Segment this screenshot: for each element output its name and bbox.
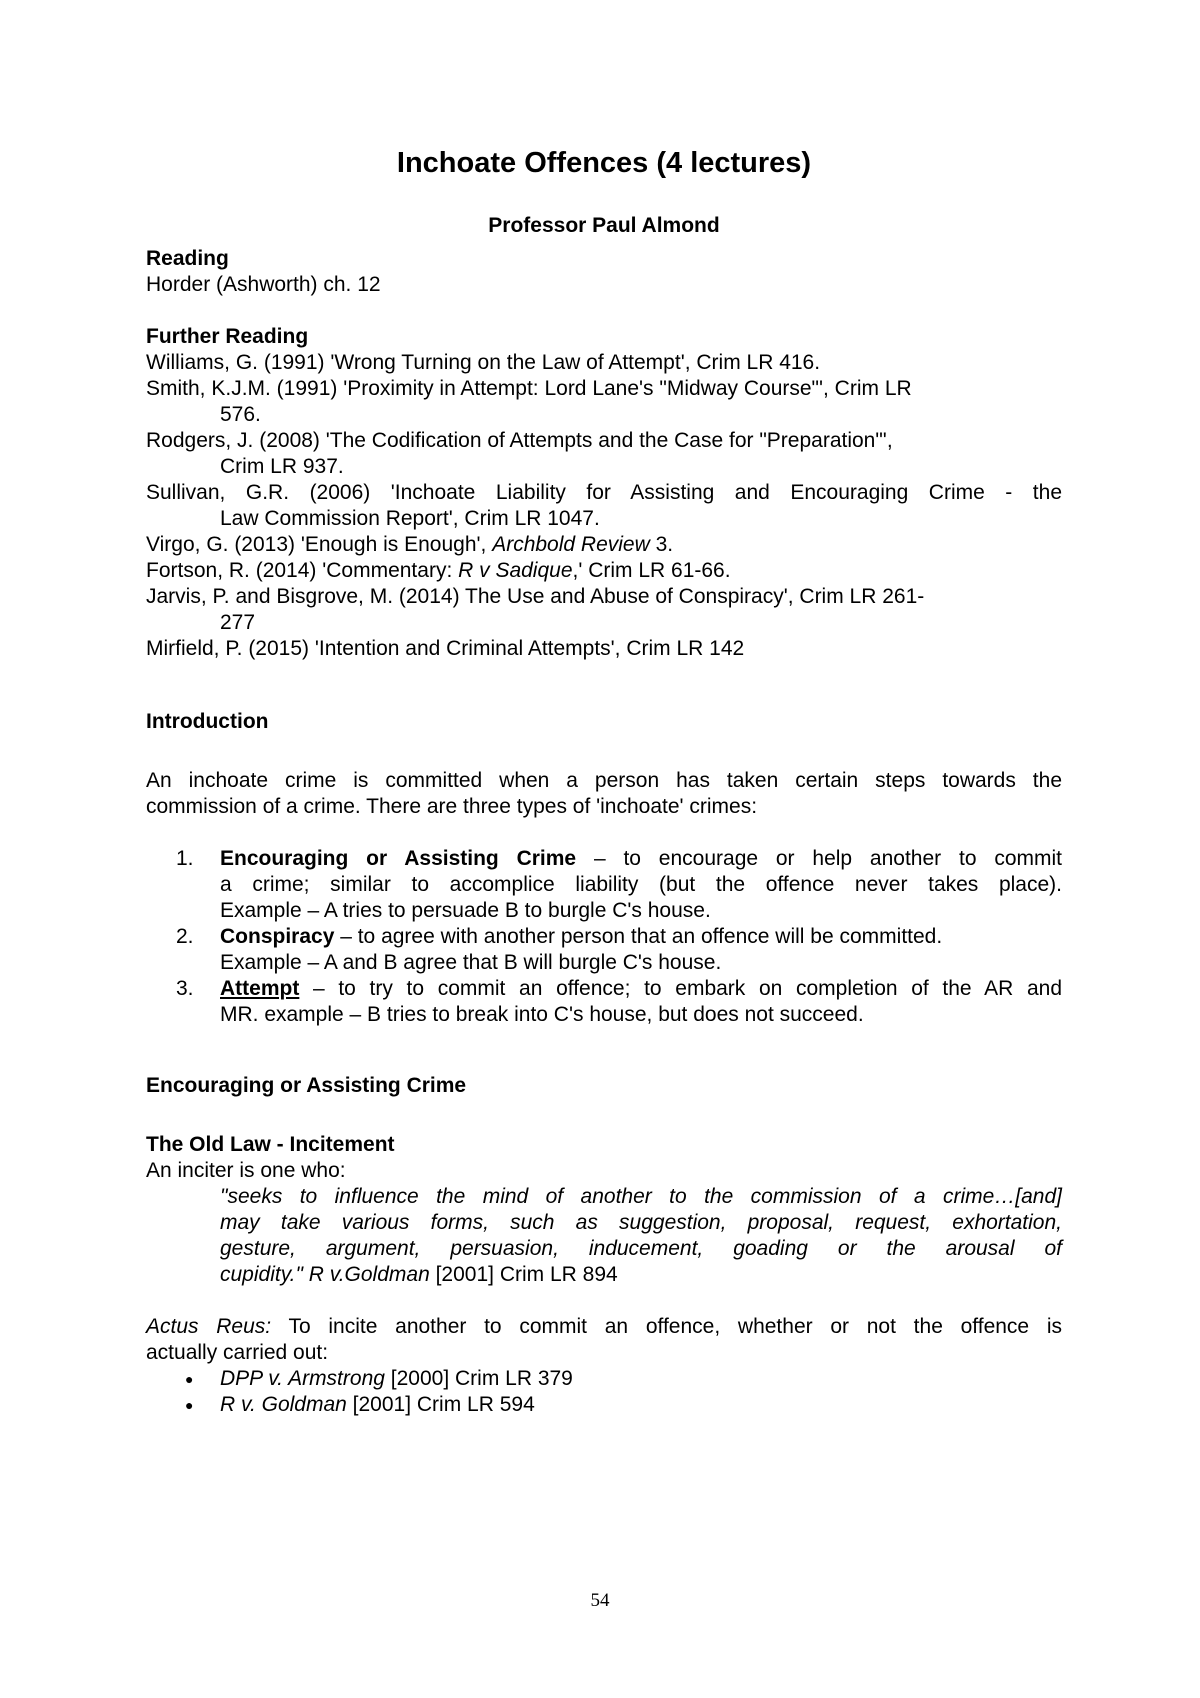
case-goldman (220, 1391, 535, 1419)
quote-text: gesture, argument, persuasion, inducement, goading or the arousal of (220, 1237, 1062, 1260)
list-item-line: Example – A tries to persuade B to burgle C's house. (220, 899, 711, 922)
reference-virgo-text: Virgo, G. (2013) 'Enough is Enough', (146, 533, 493, 556)
list-number: 1. (176, 847, 194, 870)
reference-virgo (146, 531, 673, 559)
quote-line (220, 1261, 618, 1289)
inciter-intro: An inciter is one who: (146, 1159, 346, 1182)
reference-sullivan: Sullivan, G.R. (2006) 'Inchoate Liability for Assisting and Encouraging Crime - the (146, 481, 1062, 504)
list-item-line: Example – A and B agree that B will burgle C's house. (220, 951, 722, 974)
reference-fortson-text: Fortson, R. (2014) 'Commentary: (146, 559, 459, 582)
reference-virgo-vol: 3. (649, 533, 674, 556)
old-law-subheading: The Old Law - Incitement (146, 1133, 395, 1156)
quote-line (220, 1235, 1062, 1263)
quote-line (220, 1183, 1062, 1211)
reference-smith: Smith, K.J.M. (1991) 'Proximity in Attempt: Lord Lane's "Midway Course"', Crim LR (146, 377, 912, 400)
actus-reus-label: Actus Reus: (146, 1315, 272, 1338)
reference-smith-cont: 576. (220, 403, 261, 426)
list-item-encouraging (220, 845, 1062, 873)
case-name: R v. Goldman (220, 1393, 347, 1416)
reference-williams: Williams, G. (1991) 'Wrong Turning on the Law of Attempt', Crim LR 416. (146, 351, 821, 374)
quote-text: cupidity." R v.Goldman (220, 1263, 430, 1286)
list-item-term: Conspiracy (220, 925, 335, 948)
reference-virgo-journal: Archbold Review (492, 533, 650, 556)
introduction-para-line2: commission of a crime. There are three types of 'inchoate' crimes: (146, 795, 758, 818)
quote-line (220, 1209, 1062, 1237)
list-item-term: Encouraging or Assisting Crime (220, 847, 577, 870)
actus-reus-line2: actually carried out: (146, 1341, 329, 1364)
list-number: 3. (176, 977, 194, 1000)
page-number: 54 (590, 1590, 610, 1611)
list-item-term: Attempt (220, 977, 300, 1000)
reference-rodgers: Rodgers, J. (2008) 'The Codification of Attempts and the Case for "Preparation"', (146, 429, 893, 452)
reference-jarvis: Jarvis, P. and Bisgrove, M. (2014) The Use and Abuse of Conspiracy', Crim LR 261- (146, 585, 925, 608)
document-author: Professor Paul Almond (488, 214, 720, 237)
reading-heading: Reading (146, 247, 229, 270)
list-item-conspiracy (220, 923, 942, 951)
list-item-rest: – to encourage or help another to commit (576, 847, 1062, 870)
bullet-icon: ● (185, 1371, 194, 1387)
reading-text: Horder (Ashworth) ch. 12 (146, 273, 381, 296)
quote-citation: [2001] Crim LR 894 (429, 1263, 618, 1286)
reference-jarvis-cont: 277 (220, 611, 256, 634)
case-armstrong (220, 1365, 573, 1393)
reference-fortson-cite: ,' Crim LR 61-66. (572, 559, 731, 582)
introduction-heading: Introduction (146, 710, 269, 733)
reference-fortson (146, 557, 731, 585)
quote-text: "seeks to influence the mind of another to the commission of a crime…[and] (220, 1185, 1062, 1208)
list-number: 2. (176, 925, 194, 948)
list-item-line: MR. example – B tries to break into C's house, but does not succeed. (220, 1003, 864, 1026)
reference-fortson-case: R v Sadique (458, 559, 573, 582)
bullet-icon: ● (185, 1397, 194, 1413)
actus-reus-line1 (146, 1313, 1062, 1341)
actus-reus-text: To incite another to commit an offence, whether or not the offence is (271, 1315, 1063, 1338)
case-cite: [2000] Crim LR 379 (384, 1367, 573, 1390)
case-name: DPP v. Armstrong (220, 1367, 385, 1390)
case-cite: [2001] Crim LR 594 (346, 1393, 535, 1416)
list-item-rest: – to agree with another person that an offence will be committed. (334, 925, 943, 948)
introduction-para-line1: An inchoate crime is committed when a person has taken certain steps towards the (146, 769, 1062, 792)
reference-sullivan-cont: Law Commission Report', Crim LR 1047. (220, 507, 600, 530)
quote-text: may take various forms, such as suggestion, proposal, request, exhortation, (220, 1211, 1062, 1234)
list-item-rest: – to try to commit an offence; to embark on completion of the AR and (299, 977, 1062, 1000)
list-item-line: a crime; similar to accomplice liability (but the offence never takes place). (220, 873, 1062, 896)
reference-rodgers-cont: Crim LR 937. (220, 455, 344, 478)
encouraging-heading: Encouraging or Assisting Crime (146, 1074, 467, 1097)
further-reading-heading: Further Reading (146, 325, 309, 348)
list-item-attempt (220, 975, 1062, 1003)
document-title: Inchoate Offences (4 lectures) (396, 147, 812, 179)
reference-mirfield: Mirfield, P. (2015) 'Intention and Criminal Attempts', Crim LR 142 (146, 637, 745, 660)
